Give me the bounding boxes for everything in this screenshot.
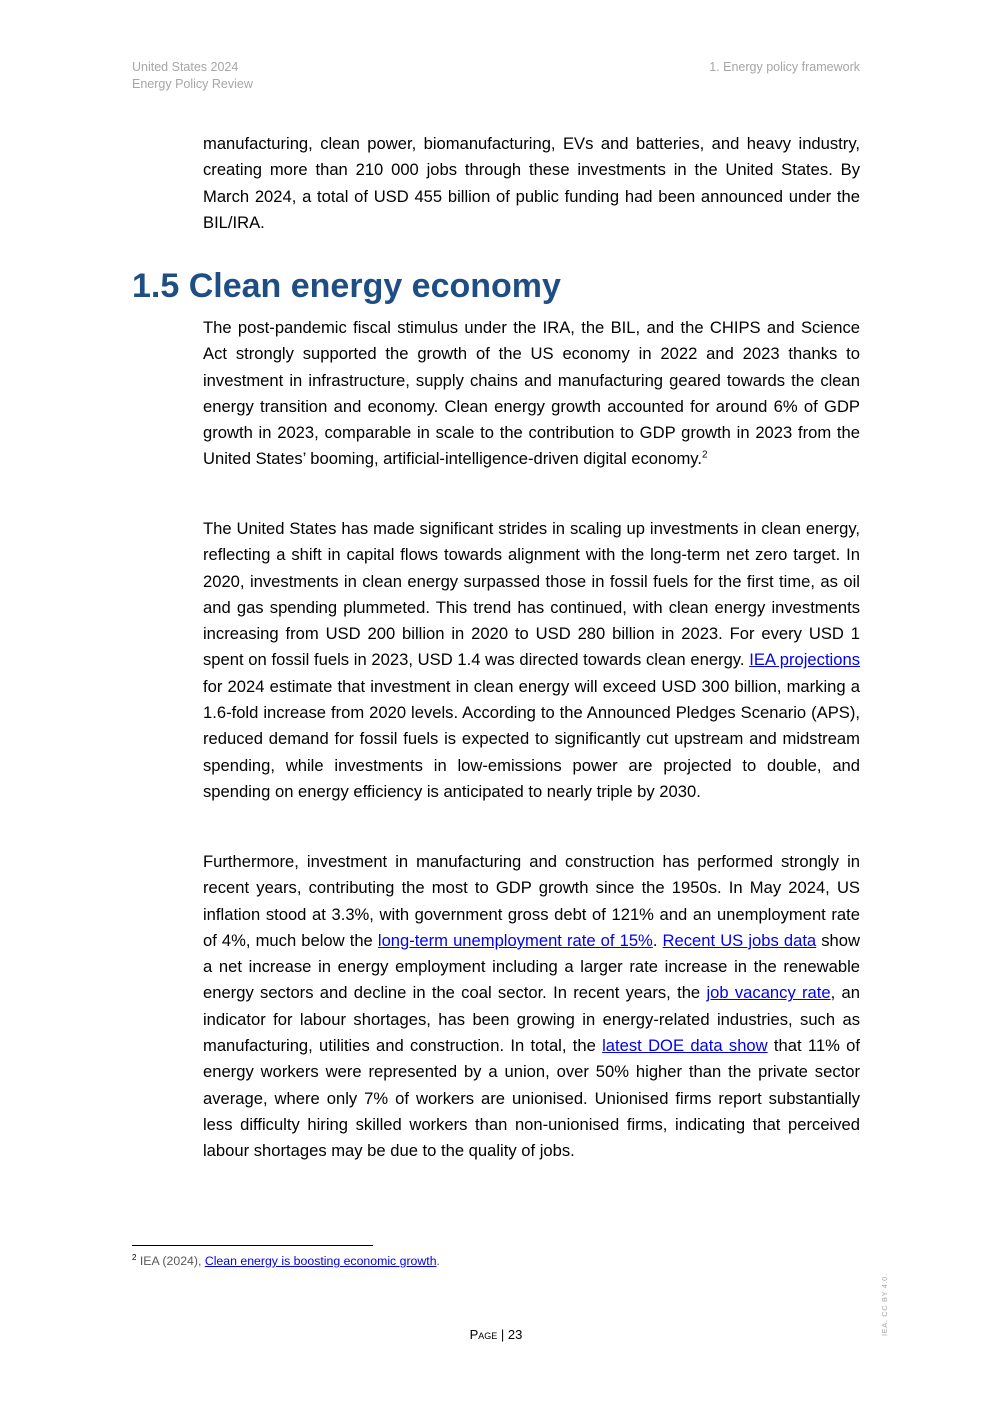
footnote-source: IEA (2024), [136,1254,205,1268]
page-separator: | [497,1327,508,1342]
doe-data-link[interactable]: latest DOE data show [602,1036,768,1056]
footnote-divider [132,1245,373,1246]
footnote-end: . [436,1254,440,1268]
page-number [0,1326,992,1343]
paragraph-text: for 2024 estimate that investment in clean energy will exceed USD 300 billion, marking a 1.6-fold increase from 2020 levels. According to the Announced Pledges Scenario (APS), reduced demand for fossil fuels is expected to significantly cut upstream and midstream spending, while investments in low-emissions power are projected to double, and spending on energy efficiency is anticipated to nearly triple by 2030. [203,676,860,801]
paragraph-labour-market [203,849,860,1165]
footnote [132,1253,440,1269]
paragraph-text: that 11% of energy workers were represented by a union, over 50% higher than the private sector average, where only 7% of workers are unionised. Unionised firms report substantially less difficulty hiring skilled workers than non-unionised firms, indicating that perceived labour shortages may be due to the quality of jobs. [203,1036,860,1161]
running-header-document-title [132,59,253,93]
unemployment-rate-link[interactable]: long-term unemployment rate of 15% [377,930,653,950]
page-number-value: 23 [507,1327,523,1342]
paragraph-text: The United States has made significant strides in scaling up investments in clean energy, reflecting a shift in capital flows towards alignment with the long-term net zero target. In 2020, investments in clean energy surpassed those in fossil fuels for the first time, as oil and gas spending plummeted. This trend has continued, with clean energy investments increasing from USD 200 billion in 2020 to USD 280 billion in 2023. For every USD 1 spent on fossil fuels in 2023, USD 1.4 was directed towards clean energy. [203,519,860,670]
paragraph-text: . [652,930,663,950]
paragraph-clean-energy-growth [203,315,860,473]
paragraph-text: Furthermore, investment in manufacturing and construction has performed strongly in recent years, contributing the most to GDP growth since the 1950s. In May 2024, US inflation stood at 3.3%, with government gross debt of 121% and an unemployment rate of 4%, much below the [203,852,860,950]
running-header-chapter: 1. Energy policy framework [709,60,860,74]
paragraph-text: The post-pandemic fiscal stimulus under the IRA, the BIL, and the CHIPS and Science Act strongly supported the growth of the US economy in 2022 and 2023 thanks to investment in infrastructure, supply chains and manufacturing geared towards the clean energy transition and economy. Clean energy growth accounted for around 6% of GDP growth in 2023, comparable in scale to the contribution to GDP growth in 2023 from the United States’ booming, artificial-intelligence-driven digital economy. [203,318,860,469]
paragraph-text: show a net increase in energy employment including a larger rate increase in the renewable energy sectors and decline in the coal sector. In recent years, the [203,930,860,1003]
paragraph-continued: manufacturing, clean power, biomanufacturing, EVs and batteries, and heavy industry, creating more than 210 000 jobs through these investments in the United States. By March 2024, a total of USD 455 billion of public funding had been announced under the BIL/IRA. [203,134,860,232]
page-label: Page [469,1327,498,1342]
footnote-number: 2 [132,1252,137,1262]
license-notice: IEA. CC BY 4.0. [880,1273,889,1336]
jobs-data-link[interactable]: Recent US jobs data [662,930,817,950]
paragraph-investment-trends [203,516,860,805]
iea-projections-link[interactable]: IEA projections [749,650,860,670]
footnote-source-link[interactable]: Clean energy is boosting economic growth [204,1254,437,1268]
section-heading: 1.5 Clean energy economy [132,267,561,305]
header-title-line-1: United States 2024 [132,60,239,74]
job-vacancy-rate-link[interactable]: job vacancy rate [706,983,831,1003]
paragraph-text: , an indicator for labour shortages, has been growing in energy-related industries, such as manufacturing, utilities and construction. In total, the [203,983,860,1056]
footnote-reference: 2 [701,449,708,461]
header-title-line-2: Energy Policy Review [132,77,253,91]
